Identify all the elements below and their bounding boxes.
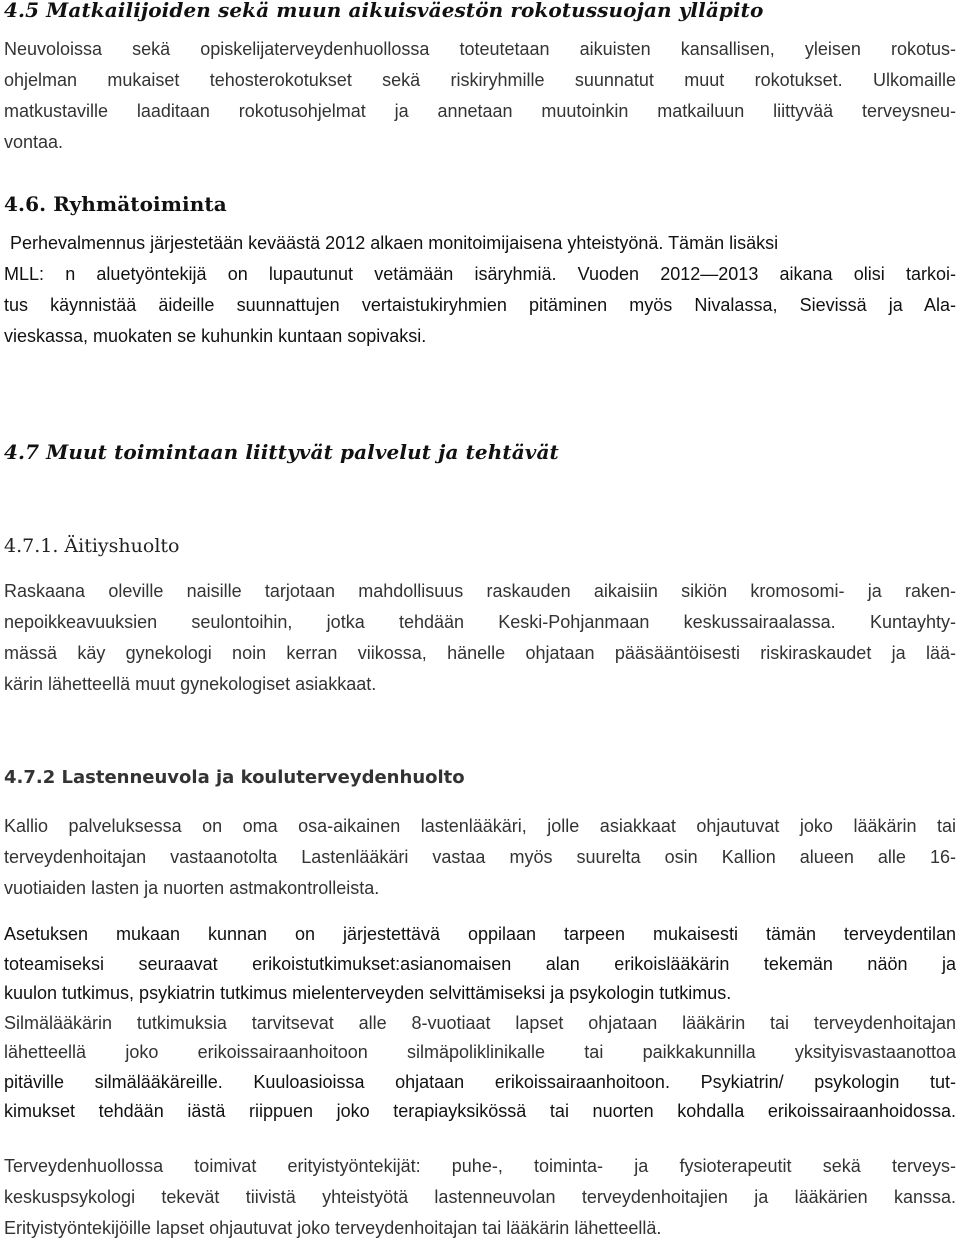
text-line: kimukset tehdään iästä riippuen joko terapiayksikössä tai nuorten kohdalla erikoissairaanhoidossa. — [4, 1101, 956, 1121]
paragraph-maternity-care — [4, 576, 956, 700]
text-line: mässä käy gynekologi noin kerran viikossa, hänelle ohjataan pääsääntöisesti riskiraskaudet ja lää- — [4, 643, 956, 663]
heading-4-7-1: 4.7.1. Äitiyshuolto — [4, 535, 180, 557]
text-line: terveydenhoitajan vastaanotolta Lastenlääkäri vastaa myös suurelta osin Kallion alueen alle 16- — [4, 847, 956, 867]
text-line: pitäville silmälääkäreille. Kuuloasioissa ohjataan erikoissairaanhoitoon. Psykiatrin/ psykologin tut- — [4, 1071, 956, 1092]
text-line: matkustaville laaditaan rokotusohjelmat ja annetaan muutoinkin matkailuun liittyvää terveysneu- — [4, 101, 956, 121]
text-line: Silmälääkärin tutkimuksia tarvitsevat alle 8-vuotiaat lapset ohjataan lääkärin tai terveydenhoitajan — [4, 1012, 956, 1033]
text-line: Terveydenhuollossa toimivat erityistyöntekijät: puhe-, toiminta- ja fysioterapeutit sekä terveys- — [4, 1156, 956, 1176]
paragraph-pediatrician — [4, 811, 956, 904]
heading-4-7: 4.7 Muut toimintaan liittyvät palvelut ja tehtävät — [4, 440, 559, 464]
heading-4-6: 4.6. Ryhmätoiminta — [4, 192, 227, 216]
text-line: MLL: n aluetyöntekijä on lupautunut vetämään isäryhmiä. Vuoden 2012—2013 aikana olisi tarkoi- — [4, 264, 956, 284]
text-line: ohjelman mukaiset tehosterokotukset sekä riskiryhmille suunnatut muut rokotukset. Ulkomaille — [4, 70, 956, 90]
text-line: Perhevalmennus järjestetään keväästä 2012 alkaen monitoimijaisena yhteistyönä. Tämän lisäksi — [10, 233, 779, 253]
text-line: Neuvoloissa sekä opiskelijaterveydenhuollossa toteutetaan aikuisten kansallisen, yleisen rokotus- — [4, 39, 956, 59]
paragraph-special-workers — [4, 1151, 956, 1244]
heading-4-7-2: 4.7.2 Lastenneuvola ja kouluterveydenhuolto — [4, 767, 465, 788]
text-line: Kallio palveluksessa on oma osa-aikainen lastenlääkäri, jolle asiakkaat ohjautuvat joko lääkärin tai — [4, 816, 956, 836]
paragraph-group-activities — [4, 228, 956, 352]
text-line: kuulon tutkimus, psykiatrin tutkimus mielenterveyden selvittämiseksi ja psykologin tutkimus. — [4, 983, 732, 1003]
text-line: Asetuksen mukaan kunnan on järjestettävä oppilaan tarpeen mukaisesti tämän terveydentilan — [4, 924, 956, 944]
text-line: nepoikkeavuuksien seulontoihin, jotka tehdään Keski-Pohjanmaan keskussairaalassa. Kuntayhty- — [4, 612, 956, 632]
text-line: kärin lähetteellä muut gynekologiset asiakkaat. — [4, 674, 377, 694]
text-line: Raskaana oleville naisille tarjotaan mahdollisuus raskauden aikaisiin sikiön kromosomi- ja raken- — [4, 581, 956, 601]
text-line: keskuspsykologi tekevät tiivistä yhteistyötä lastenneuvolan terveydenhoitajien ja lääkärien kanssa. — [4, 1187, 956, 1207]
text-line: Erityistyöntekijöille lapset ohjautuvat joko terveydenhoitajan tai lääkärin lähetteellä. — [4, 1218, 662, 1238]
heading-4-5: 4.5 Matkailijoiden sekä muun aikuisväestön rokotussuojan ylläpito — [4, 0, 764, 22]
text-line: vieskassa, muokaten se kuhunkin kuntaan sopivaksi. — [4, 326, 427, 346]
text-line: vontaa. — [4, 132, 64, 152]
paragraph-vaccination — [4, 34, 956, 158]
text-line: toteamiseksi seuraavat erikoistutkimukset:asianomaisen alan erikoislääkärin tekemän näön ja — [4, 953, 956, 974]
text-line: vuotiaiden lasten ja nuorten astmakontrolleista. — [4, 878, 380, 898]
text-line: lähetteellä joko erikoissairaanhoitoon silmäpoliklinikalle tai paikkakunnilla yksityisvastaanottoa — [4, 1042, 956, 1062]
text-line: tus käynnistää äideille suunnattujen vertaistukiryhmien pitäminen myös Nivalassa, Sievissä ja Ala- — [4, 295, 956, 315]
paragraph-special-examinations — [4, 920, 956, 1127]
